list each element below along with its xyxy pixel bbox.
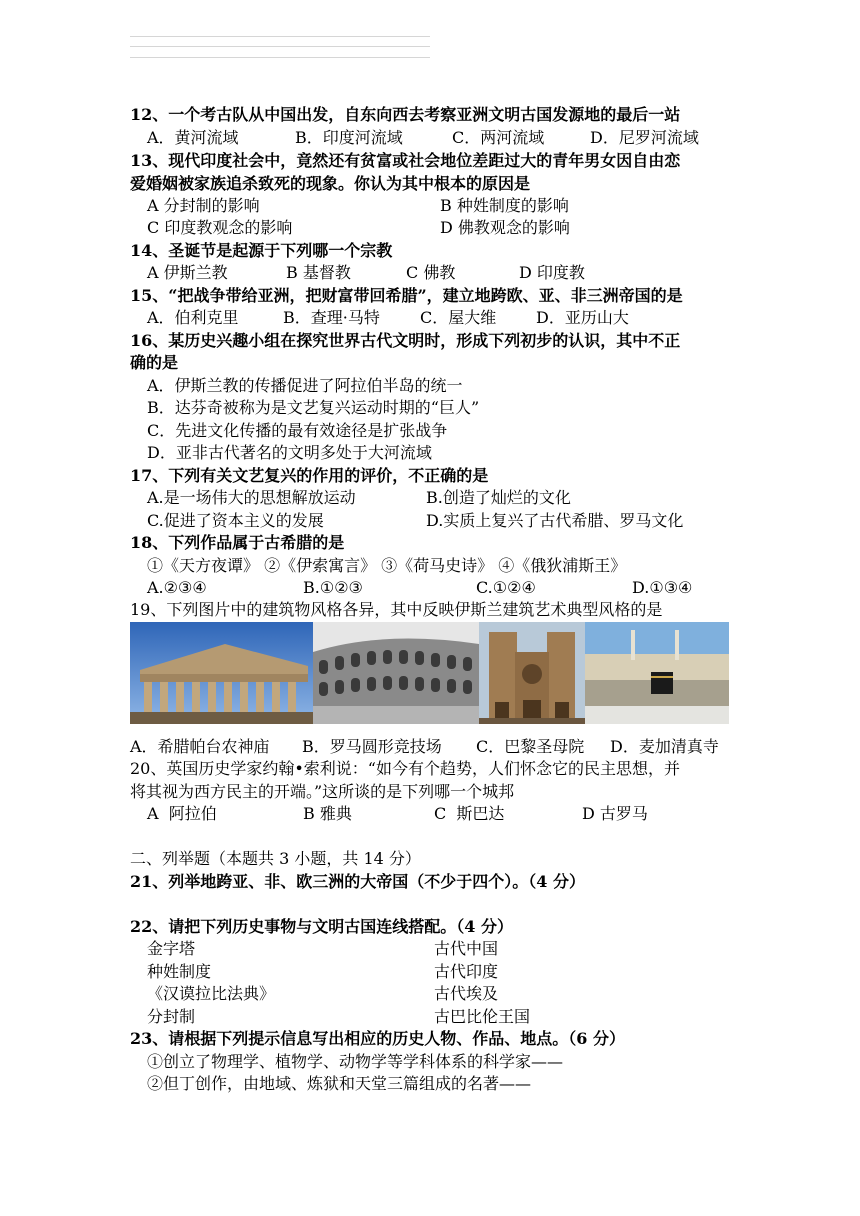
q22-right-item: 古巴比伦王国 bbox=[434, 1007, 531, 1026]
q16-option-b: B．达芬奇被称为是文艺复兴运动时期的“巨人” bbox=[147, 398, 480, 417]
q22-left-item: 金字塔 bbox=[147, 939, 196, 958]
q23-stem: 23、请根据下列提示信息写出相应的历史人物、作品、地点。（6 分） bbox=[130, 1029, 625, 1048]
q19-option-c: C．巴黎圣母院 bbox=[476, 737, 585, 756]
q23-item: ②但丁创作，由地域、炼狱和天堂三篇组成的名著—— bbox=[147, 1074, 532, 1093]
q15-option-b: B．查理·马特 bbox=[283, 308, 380, 327]
q13-stem-line2: 爱婚姻被家族追杀致死的现象。你认为其中根本的原因是 bbox=[130, 174, 531, 193]
q17-option-c: C.促进了资本主义的发展 bbox=[147, 511, 324, 530]
q22-left-item: 分封制 bbox=[147, 1007, 196, 1026]
q14-option-c: C 佛教 bbox=[406, 263, 456, 282]
q15-option-d: D．亚历山大 bbox=[536, 308, 629, 327]
q15-stem: 15、“把战争带给亚洲，把财富带回希腊”，建立地跨欧、亚、非三洲帝国的是 bbox=[130, 286, 683, 305]
q16-option-a: A．伊斯兰教的传播促进了阿拉伯半岛的统一 bbox=[147, 376, 463, 395]
q20-option-d: D 古罗马 bbox=[582, 804, 648, 823]
q17-stem: 17、下列有关文艺复兴的作用的评价，不正确的是 bbox=[130, 466, 489, 485]
q22-right-item: 古代埃及 bbox=[434, 984, 499, 1003]
q14-stem: 14、圣诞节是起源于下列哪一个宗教 bbox=[130, 241, 393, 260]
q12-option-c: C．两河流域 bbox=[452, 128, 545, 147]
notre-dame-photo bbox=[479, 622, 585, 724]
q18-option-a: A.②③④ bbox=[147, 578, 207, 597]
q20-stem-line1: 20、英国历史学家约翰•索利说：“如今有个趋势，人们怀念它的民主思想，并 bbox=[130, 759, 680, 778]
q19-stem: 19、下列图片中的建筑物风格各异，其中反映伊斯兰建筑艺术典型风格的是 bbox=[130, 600, 663, 619]
q14-option-a: A 伊斯兰教 bbox=[147, 263, 228, 282]
q20-option-a: A 阿拉伯 bbox=[147, 804, 217, 823]
q20-stem-line2: 将其视为西方民主的开端。”这所谈的是下列哪一个城邦 bbox=[130, 782, 515, 801]
q13-option-c: C 印度教观念的影响 bbox=[147, 218, 293, 237]
q19-option-a: A．希腊帕台农神庙 bbox=[130, 737, 270, 756]
section2-title: 二、列举题（本题共 3 小题，共 14 分） bbox=[130, 849, 421, 868]
header-rule bbox=[130, 57, 430, 58]
q22-left-item: 种姓制度 bbox=[147, 962, 212, 981]
q19-option-b: B．罗马圆形竞技场 bbox=[302, 737, 442, 756]
q17-option-b: B.创造了灿烂的文化 bbox=[426, 488, 571, 507]
parthenon-photo bbox=[130, 622, 313, 724]
q12-option-d: D．尼罗河流域 bbox=[590, 128, 699, 147]
q17-option-a: A.是一场伟大的思想解放运动 bbox=[147, 488, 356, 507]
q16-option-c: C．先进文化传播的最有效途径是扩张战争 bbox=[147, 421, 448, 440]
header-rule bbox=[130, 46, 430, 47]
q16-stem-line2: 确的是 bbox=[130, 353, 179, 372]
q22-right-item: 古代印度 bbox=[434, 962, 499, 981]
q16-option-d: D．亚非古代著名的文明多处于大河流域 bbox=[147, 443, 432, 462]
q13-option-a: A 分封制的影响 bbox=[147, 196, 260, 215]
q20-option-c: C 斯巴达 bbox=[434, 804, 505, 823]
q18-option-d: D.①③④ bbox=[632, 578, 693, 597]
q16-stem-line1: 16、某历史兴趣小组在探究世界古代文明时，形成下列初步的认识，其中不正 bbox=[130, 331, 681, 350]
q19-option-d: D．麦加清真寺 bbox=[610, 737, 719, 756]
q18-works: ①《天方夜谭》 ②《伊索寓言》 ③《荷马史诗》 ④《俄狄浦斯王》 bbox=[147, 556, 627, 575]
header-rule bbox=[130, 36, 430, 37]
q18-stem: 18、下列作品属于古希腊的是 bbox=[130, 533, 345, 552]
q18-option-b: B.①②③ bbox=[303, 578, 363, 597]
q18-option-c: C.①②④ bbox=[476, 578, 536, 597]
q22-left-item: 《汉谟拉比法典》 bbox=[147, 984, 276, 1003]
q13-stem-line1: 13、现代印度社会中，竟然还有贫富或社会地位差距过大的青年男女因自由恋 bbox=[130, 151, 681, 170]
q23-item: ①创立了物理学、植物学、动物学等学科体系的科学家—— bbox=[147, 1052, 564, 1071]
q17-option-d: D.实质上复兴了古代希腊、罗马文化 bbox=[426, 511, 684, 530]
q22-right-item: 古代中国 bbox=[434, 939, 499, 958]
q12-option-b: B．印度河流域 bbox=[295, 128, 403, 147]
colosseum-photo bbox=[313, 622, 479, 724]
q14-option-d: D 印度教 bbox=[519, 263, 585, 282]
q15-option-c: C．屋大维 bbox=[420, 308, 497, 327]
q13-option-d: D 佛教观念的影响 bbox=[440, 218, 570, 237]
q12-stem: 12、一个考古队从中国出发，自东向西去考察亚洲文明古国发源地的最后一站 bbox=[130, 105, 681, 124]
q12-option-a: A．黄河流域 bbox=[147, 128, 239, 147]
q20-option-b: B 雅典 bbox=[303, 804, 352, 823]
q21-stem: 21、列举地跨亚、非、欧三洲的大帝国（不少于四个）。（4 分） bbox=[130, 872, 585, 891]
q19-photo-strip bbox=[130, 622, 729, 724]
q13-option-b: B 种姓制度的影响 bbox=[440, 196, 569, 215]
q22-stem: 22、请把下列历史事物与文明古国连线搭配。（4 分） bbox=[130, 917, 513, 936]
q15-option-a: A．伯利克里 bbox=[147, 308, 239, 327]
q14-option-b: B 基督教 bbox=[286, 263, 351, 282]
mecca-mosque-photo bbox=[585, 622, 729, 724]
